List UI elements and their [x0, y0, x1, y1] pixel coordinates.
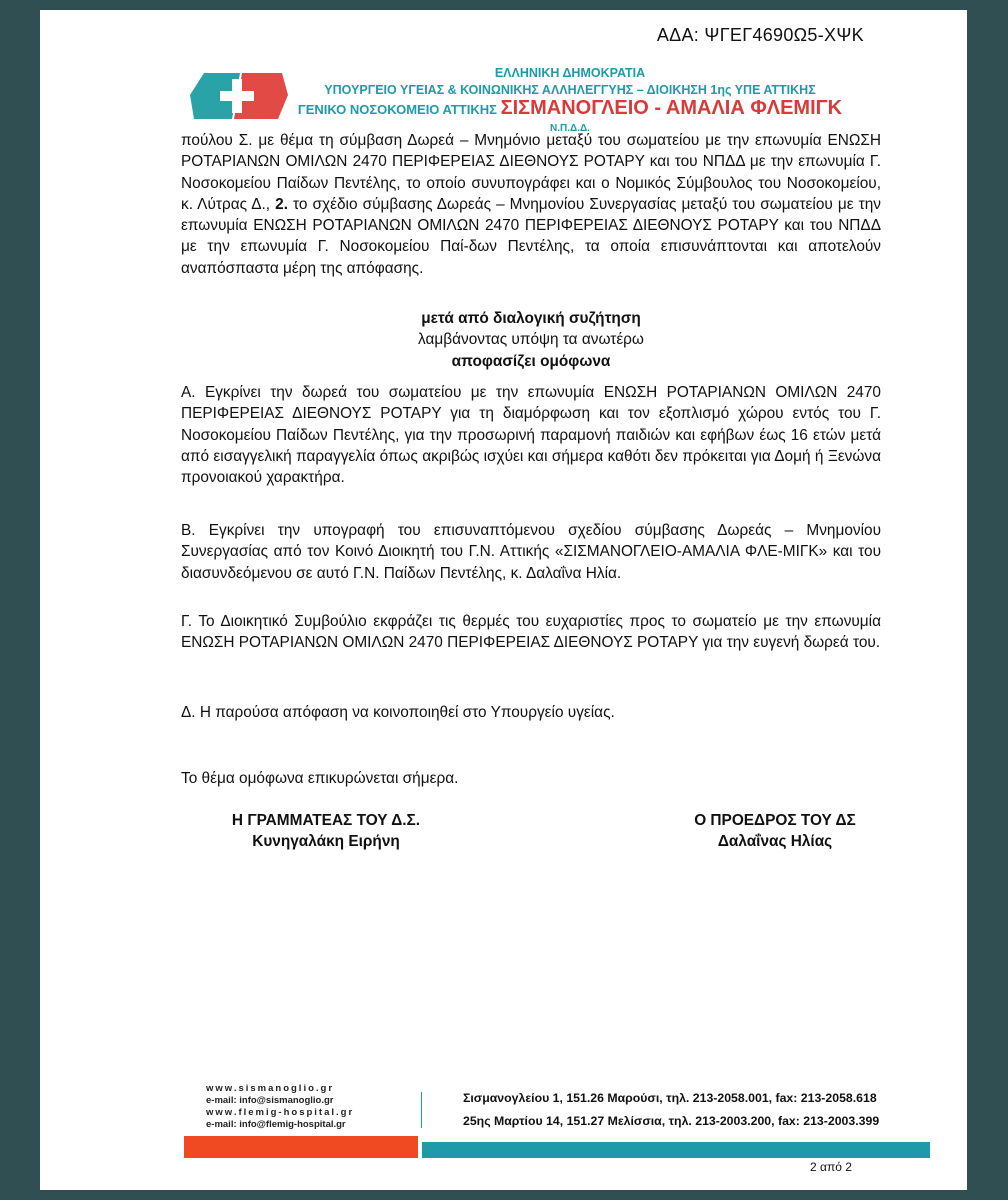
footer-addresses: [463, 1087, 879, 1133]
item-b: Β. Εγκρίνει την υπογραφή του επισυναπτόμενου σχεδίου σύμβασης Δωρεάς – Μνημονίου Συνεργασίας από τον Κοινό Διοικητή του Γ.Ν. Αττικής «ΣΙΣΜΑΝΟΓΛΕΙΟ-ΑΜΑΛΙΑ ΦΛΕ-ΜΙΓΚ» και του διασυνδεόμενου σε αυτό Γ.Ν. Παίδων Πεντέλης, κ. Δαλαΐνα Ηλία.: [181, 522, 881, 582]
footer-web-1: www.sismanoglio.gr: [206, 1083, 335, 1094]
document-page: [40, 10, 967, 1190]
letterhead-line1: ΕΛΛΗΝΙΚΗ ΔΗΜΟΚΡΑΤΙΑ: [494, 66, 646, 80]
decision-line3: αποφασίζει ομόφωνα: [451, 352, 611, 370]
footer-email-2: e-mail: info@flemig-hospital.gr: [206, 1119, 346, 1130]
footer-teal-bar: [422, 1142, 930, 1158]
president-name: Δαλαΐνας Ηλίας: [717, 833, 833, 850]
secretary-title: Η ΓΡΑΜΜΑΤΕΑΣ ΤΟΥ Δ.Σ.: [231, 812, 421, 829]
footer-address-1: Σισμανογλείου 1, 151.26 Μαρούσι, τηλ. 213-2058.001, fax: 213-2058.618: [463, 1091, 877, 1105]
decision-block: [181, 308, 881, 372]
letterhead-suffix: Ν.Π.Δ.Δ.: [550, 123, 590, 134]
ratified-text: Το θέμα ομόφωνα επικυρώνεται σήμερα.: [181, 770, 459, 787]
footer-contacts: [206, 1083, 354, 1131]
letterhead: [290, 65, 850, 137]
hospital-logo-icon: [190, 65, 288, 127]
footer-web-2: www.flemig-hospital.gr: [206, 1107, 355, 1118]
item-d: Δ. Η παρούσα απόφαση να κοινοποιηθεί στο Υπουργείο υγείας.: [181, 704, 615, 721]
page-number: 2 από 2: [810, 1160, 852, 1174]
item-c: Γ. Το Διοικητικό Συμβούλιο εκφράζει τις θερμές του ευχαριστίες προς το σωματείο με την επωνυμία ΕΝΩΣΗ ΡΟΤΑΡΙΑΝΩΝ ΟΜΙΛΩΝ 2470 ΠΕΡΙΦΕΡΕΙΑΣ ΔΙΕΘΝΟΥΣ ΡΟΤΑΡΥ για την ευγενή δωρεά του.: [181, 613, 881, 652]
intro-text-1: πούλου Σ. με θέμα τη σύμβαση Δωρεά – Μνημόνιο μεταξύ του σωματείου με την επωνυμία ΕΝΩΣΗ ΡΟΤΑΡΙΑΝΩΝ ΟΜΙΛΩΝ 2470 ΠΕΡΙΦΕΡΕΙΑΣ ΔΙΕΘΝΟΥΣ ΡΟΤΑΡΥ και του ΝΠΔΔ με την επωνυμία Γ. Νοσοκομείου Παίδων Πεντέλης, το οποίο συνυπογράφει και ο Νομικός Σύμβουλος του Νοσοκομείου, κ. Λύτρας Δ.,: [181, 132, 881, 213]
signature-president: [680, 810, 870, 852]
intro-text-2: το σχέδιο σύμβασης Δωρεάς – Μνημονίου Συνεργασίας μεταξύ του σωματείου με την επωνυμία ΕΝΩΣΗ ΡΟΤΑΡΙΑΝΩΝ ΟΜΙΛΩΝ 2470 ΠΕΡΙΦΕΡΕΙΑΣ ΔΙΕΘΝΟΥΣ ΡΟΤΑΡΥ και του ΝΠΔΔ με την επωνυμία Γ. Νοσοκομείου Παί-δων Πεντέλης, τα οποία επισυνάπτονται και αποτελούν αναπόσπαστα μέρη της απόφασης.: [181, 195, 881, 277]
item-a: Α. Εγκρίνει την δωρεά του σωματείου με την επωνυμία ΕΝΩΣΗ ΡΟΤΑΡΙΑΝΩΝ ΟΜΙΛΩΝ 2470 ΠΕΡΙΦΕΡΕΙΑΣ ΔΙΕΘΝΟΥΣ ΡΟΤΑΡΥ για τη διαμόρφωση και τον εξοπλισμό χώρου εντός του Γ. Νοσοκομείου Παίδων Πεντέλης, για την προσωρινή παραμονή παιδιών και εφήβων έως 16 ετών μετά από εισαγγελική παραγγελία όπως ακριβώς ισχύει και σήμερα καθότι δεν πρόκειται για Δομή ή Ξενώνα προνοιακού χαρακτήρα.: [181, 384, 881, 487]
footer-red-bar: [184, 1136, 418, 1158]
ada-code: ΑΔΑ: ΨΓΕΓ4690Ω5-ΧΨΚ: [656, 25, 864, 45]
footer-address-2: 25ης Μαρτίου 14, 151.27 Μελίσσια, τηλ. 213-2003.200, fax: 213-2003.399: [463, 1114, 880, 1128]
letterhead-line2: ΥΠΟΥΡΓΕΙΟ ΥΓΕΙΑΣ & ΚΟΙΝΩΝΙΚΗΣ ΑΛΛΗΛΕΓΓΥΗΣ – ΔΙΟΙΚΗΣΗ 1ης ΥΠΕ ΑΤΤΙΚΗΣ: [324, 83, 816, 97]
letterhead-hospital-name: ΣΙΣΜΑΝΟΓΛΕΙΟ - ΑΜΑΛΙΑ ΦΛΕΜΙΓΚ: [500, 97, 843, 119]
intro-paragraph: [181, 130, 881, 279]
president-title: Ο ΠΡΟΕΔΡΟΣ ΤΟΥ ΔΣ: [694, 812, 856, 829]
footer-email-1: e-mail: info@sismanoglio.gr: [206, 1095, 334, 1106]
secretary-name: Κυνηγαλάκη Ειρήνη: [252, 833, 400, 850]
intro-number: 2.: [275, 195, 288, 213]
footer-divider: [421, 1092, 422, 1128]
decision-line2: λαμβάνοντας υπόψη τα ανωτέρω: [418, 331, 644, 349]
decision-line1: μετά από διαλογική συζήτηση: [421, 310, 641, 327]
signature-secretary: [216, 810, 436, 852]
letterhead-prefix: ΓΕΝΙΚΟ ΝΟΣΟΚΟΜΕΙΟ ΑΤΤΙΚΗΣ: [297, 102, 497, 117]
